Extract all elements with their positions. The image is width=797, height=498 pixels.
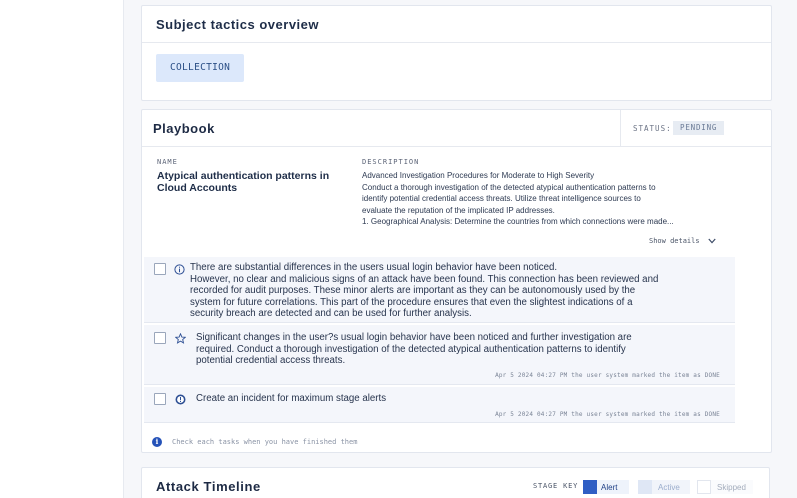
task-line: There are substantial differences in the users usual login behavior have been noticed. xyxy=(190,262,558,273)
stage-key-alert xyxy=(583,480,629,494)
task-line: required. Conduct a thorough investigation of the detected atypical authentication patterns to identify xyxy=(196,343,626,355)
task-meta: Apr 5 2024 04:27 PM the user system marked the item as DONE xyxy=(495,372,720,379)
task-line: security breach are detected and can be used for further analysis. xyxy=(190,308,472,320)
task-line: However, no clear and malicious signs of an attack have been found. This connection has been reviewed and xyxy=(190,273,659,285)
description-line: Conduct a thorough investigation of the detected atypical authentication patterns to xyxy=(362,182,656,192)
playbook-header xyxy=(142,110,771,147)
status-label: STATUS: xyxy=(633,124,672,133)
show-details-label: Show details xyxy=(649,237,700,245)
task-line: system for future correlations. This part of the procedure ensures that even the slightest indications of a xyxy=(190,296,633,308)
chevron-down-icon xyxy=(708,238,716,244)
stage-key-text: Skipped xyxy=(717,482,746,492)
stage-key-label: STAGE KEY xyxy=(533,482,579,490)
task-line: recorded for audit purposes. These minor alerts are important as they can be autonomously used by the xyxy=(190,285,636,297)
playbook-card xyxy=(141,109,772,453)
status-badge: PENDING xyxy=(673,121,724,135)
task-item xyxy=(144,387,735,423)
tactics-title: Subject tactics overview xyxy=(142,6,771,43)
playbook-title: Playbook xyxy=(153,121,215,136)
task-line: Create an incident for maximum stage alerts xyxy=(196,393,387,404)
star-icon xyxy=(175,333,186,344)
stage-key-text: Alert xyxy=(601,482,618,492)
info-icon xyxy=(174,264,185,275)
active-swatch xyxy=(638,480,652,494)
task-checkbox[interactable] xyxy=(154,332,166,344)
playbook-description xyxy=(362,170,714,228)
checklist-hint xyxy=(152,437,357,447)
task-text xyxy=(196,332,632,367)
skipped-swatch xyxy=(697,480,711,494)
description-line: 1. Geographical Analysis: Determine the countries from which connections were made... xyxy=(362,217,674,227)
description-line: identify potential credential access threats. Utilize threat intelligence sources to xyxy=(362,194,641,204)
task-meta: Apr 5 2024 04:27 PM the user system marked the item as DONE xyxy=(495,411,720,418)
description-line: Advanced Investigation Procedures for Moderate to High Severity xyxy=(362,171,595,180)
stage-key-skipped xyxy=(697,480,753,494)
tactics-card xyxy=(141,5,772,101)
attack-timeline-title: Attack Timeline xyxy=(156,479,261,494)
task-line: Significant changes in the user?s usual login behavior have been noticed and further investigation are xyxy=(196,332,632,343)
left-rail xyxy=(0,0,124,498)
task-checkbox[interactable] xyxy=(154,393,166,405)
description-label: DESCRIPTION xyxy=(362,158,420,166)
info-icon: i xyxy=(152,437,162,447)
alert-circle-icon xyxy=(175,394,186,405)
name-label: NAME xyxy=(157,158,178,166)
task-line: potential credential access threats. xyxy=(196,355,346,367)
header-divider xyxy=(620,110,621,147)
description-line: evaluate the reputation of the implicated IP addresses. xyxy=(362,205,555,215)
task-checkbox[interactable] xyxy=(154,263,166,275)
stage-key-text: Active xyxy=(658,482,680,492)
task-item xyxy=(144,257,735,323)
task-item xyxy=(144,325,735,385)
attack-timeline-card xyxy=(141,467,770,498)
show-details-toggle[interactable] xyxy=(649,237,716,245)
playbook-name: Atypical authentication patterns in Cloud Accounts xyxy=(157,170,330,194)
alert-swatch xyxy=(583,480,597,494)
hint-text: Check each tasks when you have finished them xyxy=(172,438,358,446)
task-text xyxy=(190,262,658,320)
task-text xyxy=(196,393,386,405)
stage-key-active xyxy=(638,480,690,494)
tactic-tag-collection[interactable]: COLLECTION xyxy=(156,54,244,82)
